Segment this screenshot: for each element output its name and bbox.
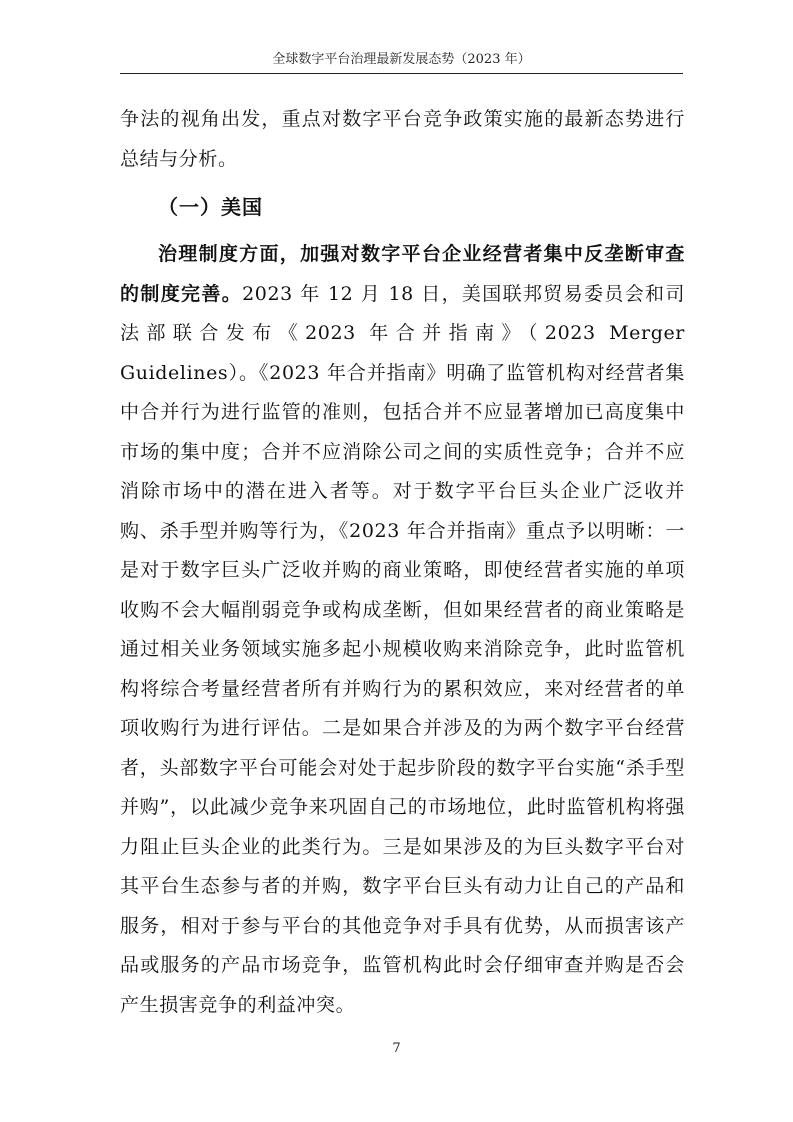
main-paragraph [120, 235, 685, 1025]
section-heading: （一）美国 [158, 195, 263, 219]
paragraph-body-text: 2023 年 12 月 18 日，美国联邦贸易委员会和司法部联合发布《2023 年合并指南》（2023 Merger Guidelines）。《2023 年合并指南》明确了监管机构对经营者集中合并行为进行监管的准则，包括合并不应显著增加已高度集中市场的集中度；合并不应消除公司之间的实质性竞争；合并不应消除市场中的潜在进入者等。对于数字平台巨头企业广泛收并购、杀手型并购等行为，《2023 年合并指南》重点予以明晰：一是对于数字巨头广泛收并购的商业策略，即使经营者实施的单项收购不会大幅削弱竞争或构成垄断，但如果经营者的商业策略是通过相关业务领域实施多起小规模收购来消除竞争，此时监管机构将综合考量经营者所有并购行为的累积效应，来对经营者的单项收购行为进行评估。二是如果合并涉及的为两个数字平台经营者，头部数字平台可能会对处于起步阶段的数字平台实施“杀手型并购”，以此减少竞争来巩固自己的市场地位，此时监管机构将强力阻止巨头企业的此类行为。三是如果涉及的为巨头数字平台对其平台生态参与者的并购，数字平台巨头有动力让自己的产品和服务，相对于参与平台的其他竞争对手具有优势，从而损害该产品或服务的产品市场竞争，监管机构此时会仔细审查并购是否会产生损害竞争的利益冲突。 [120, 282, 685, 1016]
page-number: 7 [392, 1041, 401, 1056]
paragraph-lead-sentence: 治理制度方面，加强对数字平台企业经营者集中反垄断审查的制度完善。 [120, 243, 685, 305]
intro-paragraph: 争法的视角出发，重点对数字平台竞争政策实施的最新态势进行总结与分析。 [120, 108, 685, 170]
running-header: 全球数字平台治理最新发展态势（2023 年） [272, 52, 531, 67]
header-divider [120, 73, 683, 74]
document-body [120, 100, 685, 1025]
